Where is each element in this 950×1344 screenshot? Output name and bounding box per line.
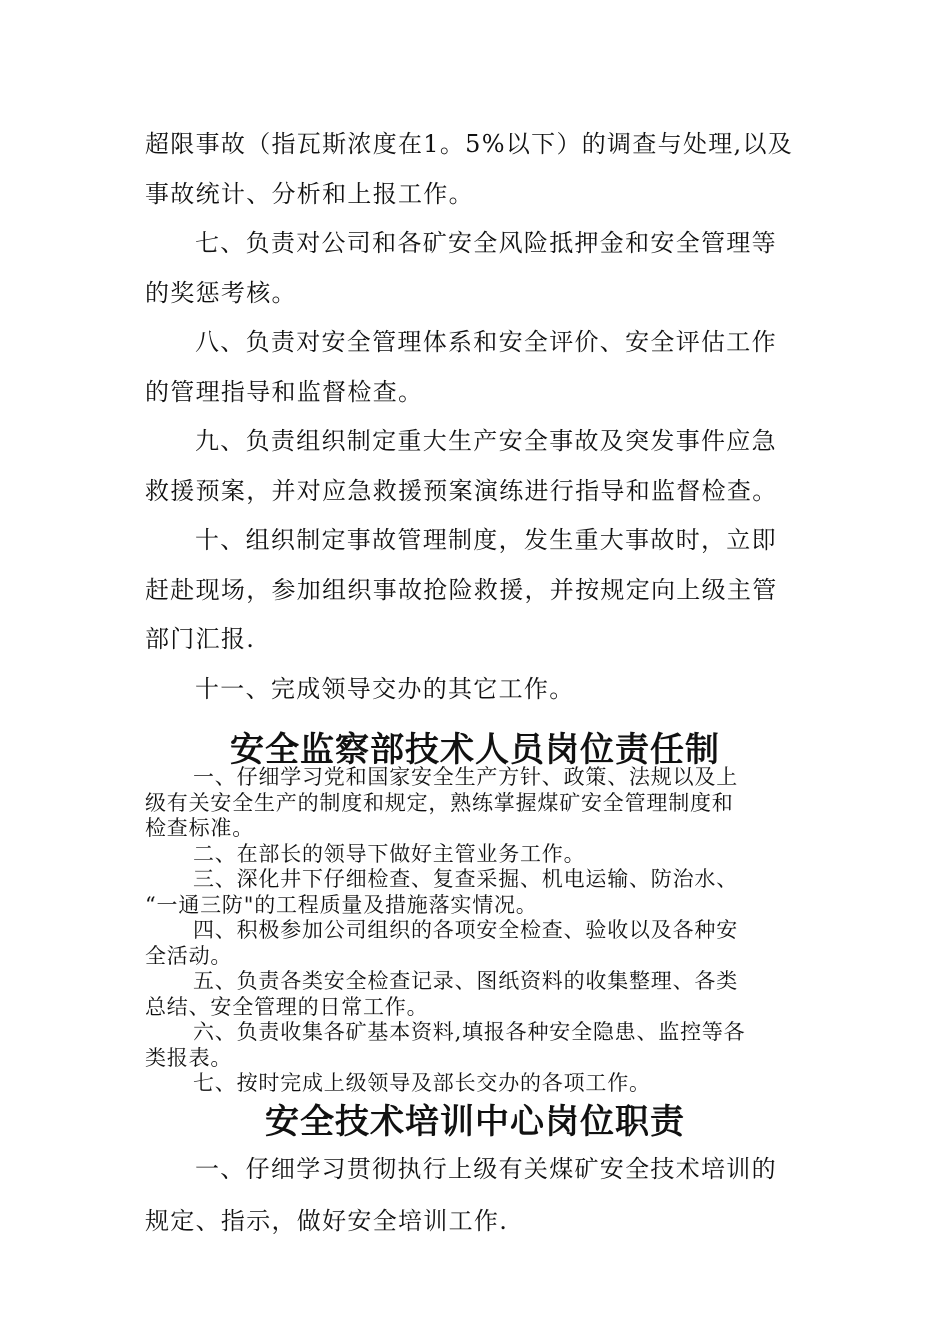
section-c-body [145,1143,805,1247]
paragraph-line: “一通三防"的工程质量及措施落实情况。 [145,892,538,917]
paragraph-line: 一、仔细学习党和国家安全生产方针、政策、法规以及上 [193,765,738,789]
paragraph-line: 五、负责各类安全检查记录、图纸资料的收集整理、各类 [193,969,738,993]
paragraph-line: 四、积极参加公司组织的各项安全检查、验收以及各种安 [193,918,738,942]
paragraph-line: 类报表。 [145,1045,233,1070]
paragraph-line: 七、按时完成上级领导及部长交办的各项工作。 [193,1071,651,1095]
paragraph-line: 六、负责收集各矿基本资料,填报各种安全隐患、监控等各 [193,1020,746,1044]
section-c-title: 安全技术培训中心岗位职责 [265,1102,685,1142]
paragraph-line: 的管理指导和监督检查。 [145,377,424,406]
paragraph-line: 规定、指示，做好安全培训工作. [145,1207,509,1235]
paragraph-line: 三、深化井下仔细检查、复查采掘、机电运输、防治水、 [193,867,738,891]
paragraph-line: 部门汇报. [145,625,256,653]
paragraph-line: 二、在部长的领导下做好主管业务工作。 [193,841,586,866]
paragraph-line: 超限事故（指瓦斯浓度在1。5%以下）的调查与处理,以及 [145,130,794,158]
paragraph-line: 救援预案，并对应急救援预案演练进行指导和监督检查。 [145,476,778,505]
paragraph-line: 九、负责组织制定重大生产安全事故及突发事件应急 [195,427,777,455]
paragraph-line: 十、组织制定事故管理制度，发生重大事故时，立即 [195,526,777,554]
paragraph-line: 八、负责对安全管理体系和安全评价、安全评估工作 [195,328,777,356]
paragraph-line: 事故统计、分析和上报工作。 [145,179,474,208]
paragraph-line: 全活动。 [145,943,233,968]
paragraph-line: 检查标准。 [145,816,254,840]
paragraph-line: 的奖惩考核。 [145,278,297,307]
paragraph-line: 赶赴现场，参加组织事故抢险救援，并按规定向上级主管 [145,575,778,604]
paragraph-line: 七、负责对公司和各矿安全风险抵押金和安全管理等 [195,229,777,257]
section-b-title: 安全监察部技术人员岗位责任制 [230,730,720,770]
section-a-body [145,120,805,714]
paragraph-line: 级有关安全生产的制度和规定，熟练掌握煤矿安全管理制度和 [145,790,734,815]
paragraph-line: 一、仔细学习贯彻执行上级有关煤矿安全技术培训的 [195,1155,777,1183]
section-b-body [145,765,807,1097]
paragraph-line: 总结、安全管理的日常工作。 [145,994,429,1019]
paragraph-line: 十一、完成领导交办的其它工作。 [195,674,575,703]
